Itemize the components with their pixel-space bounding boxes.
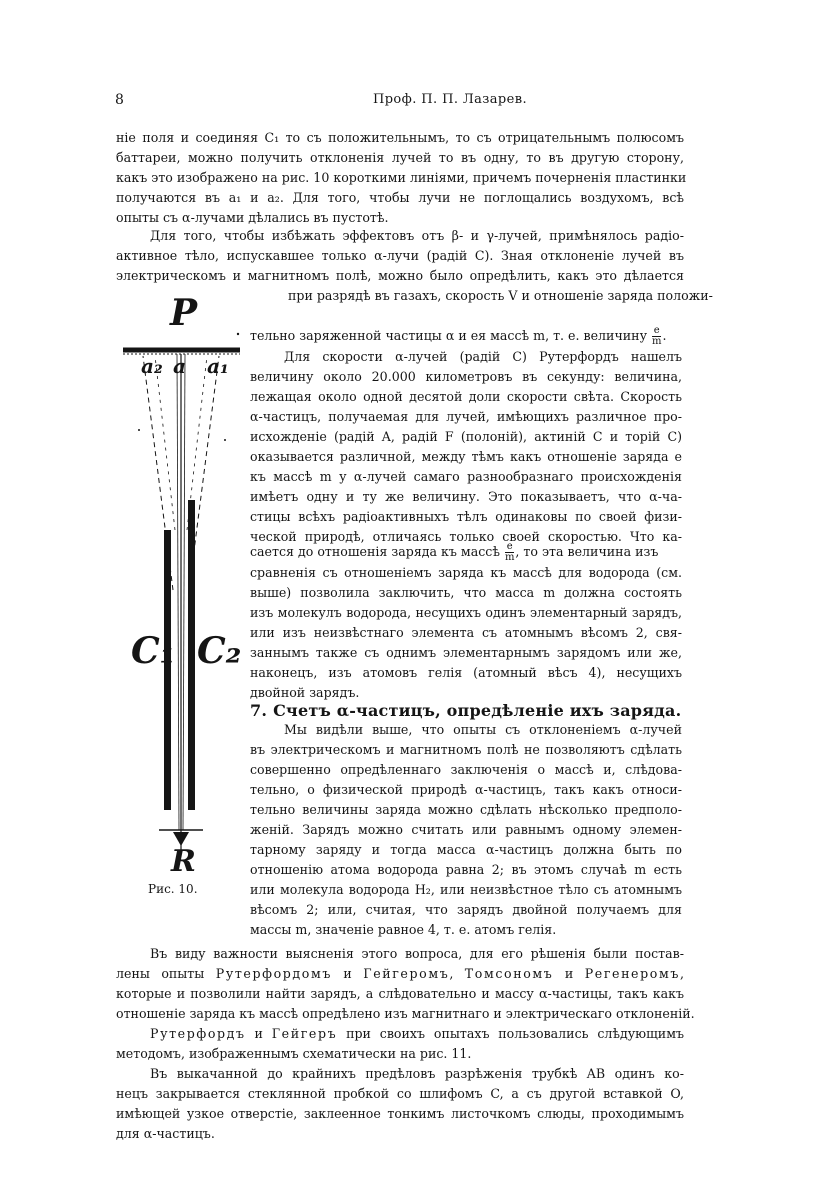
text-line: отношеніе заряда къ массѣ опредѣлено изъ магнитнаго и электрическаго отклоненій.	[116, 1006, 695, 1021]
text-line: стицы всѣхъ радіоактивныхъ тѣлъ одинаковы по своей физи-	[250, 509, 682, 524]
text-line: методомъ, изображеннымъ схематически на рис. 11.	[116, 1046, 472, 1061]
label-a1: a₁	[207, 354, 229, 378]
text-line: сравненія съ отношеніемъ заряда къ массѣ для водорода (см.	[250, 565, 682, 580]
text-line	[250, 542, 682, 563]
fraction-denominator: m	[652, 336, 662, 347]
beam-line	[183, 354, 185, 830]
deflected-beam-left	[155, 356, 175, 530]
figure-drawing	[115, 290, 250, 910]
paragraph-1	[116, 128, 687, 228]
text-run: ,	[449, 966, 465, 981]
text-line: при разрядѣ въ газахъ, скорость V и отношеніе заряда положи-	[288, 288, 713, 303]
person-name: Регенеромъ	[584, 966, 680, 981]
capacitor-plate-c2	[188, 500, 195, 810]
text-line	[116, 964, 684, 984]
text-run: и	[553, 966, 585, 981]
text-line: имѣющей узкое отверстіе, заклеенное тонкимъ листочкомъ слюды, проходимымъ	[116, 1106, 684, 1121]
text-line: получаются въ a₁ и a₂. Для того, чтобы лучи не поглощались воздухомъ, всѣ	[116, 190, 684, 205]
text-run: при своихъ опытахъ пользовались слѣдующимъ	[337, 1026, 685, 1041]
text-run: , то эта величина изъ	[515, 544, 659, 559]
text-line: исхожденіе (радій A, радій F (полоній), актиній C и торій C)	[250, 429, 682, 444]
paragraph-4	[250, 542, 682, 703]
figure-caption: Рис. 10.	[148, 882, 198, 896]
fraction-e-over-m	[652, 326, 661, 347]
scatter-dot	[237, 333, 239, 335]
text-line: активное тѣло, испускавшее только α-лучи (радій C). Зная отклоненіе лучей въ	[116, 248, 684, 263]
fraction-numerator: e	[653, 325, 660, 336]
label-r: R	[171, 844, 196, 879]
text-line: электрическомъ и магнитномъ полѣ, можно было опредѣлить, какъ это дѣлается	[116, 268, 684, 283]
text-line: тельно, о физической природѣ α-частицъ, такъ какъ относи-	[250, 782, 682, 797]
page-number: 8	[115, 92, 124, 108]
label-a2: a₂	[141, 354, 163, 378]
text-line: къ массѣ m у α-лучей самаго разнообразнаго происхожденія	[250, 469, 682, 484]
text-line: которые и позволили найти зарядъ, а слѣдовательно и массу α-частицы, такъ какъ	[116, 986, 684, 1001]
section-title: Счетъ α-частицъ, опредѣленіе ихъ заряда.	[273, 701, 682, 720]
text-run: лены опыты	[116, 966, 216, 981]
text-line: α-частицъ, получаемая для лучей, имѣющихъ различное про-	[250, 409, 682, 424]
text-line: баттареи, можно получить отклоненія лучей то въ одну, то въ другую сторону,	[116, 150, 684, 165]
text-line: отношенію атома водорода равна 2; въ этомъ случаѣ m есть	[250, 862, 682, 877]
paragraph-6	[250, 720, 682, 940]
label-c2: C₂	[197, 630, 242, 672]
text-line: Въ виду важности выясненія этого вопроса, для его рѣшенія были постав-	[150, 946, 684, 961]
text-line: Въ выкачанной до крайнихъ предѣловъ разрѣженія трубкѣ AB одинъ ко-	[150, 1066, 684, 1081]
text-line: тарному заряду и тогда масса α-частицъ должна быть по	[250, 842, 682, 857]
text-line: Мы видѣли выше, что опыты съ отклоненіемъ α-лучей	[284, 722, 682, 737]
text-line: массы m, значеніе равное 4, т. е. атомъ гелія.	[250, 922, 557, 937]
text-line: женій. Зарядъ можно считать или равнымъ одному элемен-	[250, 822, 682, 837]
figure-10	[115, 290, 250, 910]
fraction-numerator: e	[506, 541, 513, 552]
scatter-dot	[224, 439, 226, 441]
text-line: лежащая около одной десятой доли скорости свѣта. Скорость	[250, 389, 682, 404]
text-line: нецъ закрывается стеклянной пробкой со шлифомъ C, а съ другой вставкой O,	[116, 1086, 684, 1101]
label-p: P	[170, 292, 198, 334]
fraction-e-over-m	[505, 542, 514, 563]
label-c1: C₁	[131, 630, 176, 672]
text-run: тельно заряженной частицы α и ея массѣ m, т. е. величину	[250, 328, 647, 343]
text-line	[250, 326, 682, 347]
text-line: ніе поля и соединяя C₁ то съ положительнымъ, то съ отрицательнымъ полюсомъ	[116, 130, 684, 145]
section-number: 7.	[250, 701, 268, 720]
text-line: величину около 20.000 километровъ въ секунду: величина,	[250, 369, 682, 384]
label-a: a	[173, 354, 186, 378]
text-line: изъ молекулъ водорода, несущихъ одинъ элементарный зарядъ,	[250, 605, 682, 620]
text-line: оказывается различной, между тѣмъ какъ отношеніе заряда e	[250, 449, 682, 464]
text-line: вѣсомъ 2; или, считая, что зарядъ двойной получаемъ для	[250, 902, 682, 917]
text-line	[116, 1024, 684, 1044]
paragraph-8	[116, 1024, 684, 1064]
text-line: или молекула водорода H₂, или неизвѣстное тѣло съ атомнымъ	[250, 882, 682, 897]
person-name: Томсономъ	[464, 966, 554, 981]
text-line: ческой природѣ, отличаясь только своей скоростью. Что ка-	[250, 529, 682, 544]
text-line: выше) позволила заключить, что масса m должна состоять	[250, 585, 682, 600]
text-run: и	[331, 966, 364, 981]
text-line: Для того, чтобы избѣжать эффектовъ отъ β- и γ-лучей, примѣнялось радіо-	[150, 228, 684, 243]
text-line: въ электрическомъ и магнитномъ полѣ не позволяютъ сдѣлать	[250, 742, 682, 757]
text-line	[250, 347, 682, 367]
text-line: заннымъ также съ однимъ элементарнымъ зарядомъ или же,	[250, 645, 682, 660]
fraction-denominator: m	[504, 552, 515, 563]
running-title: Проф. П. П. Лазарев.	[372, 92, 528, 107]
text-run: и	[245, 1026, 272, 1041]
person-name: Гейгеръ	[271, 1026, 338, 1041]
paragraph-3	[250, 326, 682, 547]
paragraph-9	[116, 1064, 684, 1144]
text-line: для α-частицъ.	[116, 1126, 215, 1141]
text-line: или изъ неизвѣстнаго элемента съ атомнымъ вѣсомъ 2, свя-	[250, 625, 682, 640]
text-line: имѣетъ одну и ту же величину. Это показываетъ, что α-ча-	[250, 489, 682, 504]
text-run: Для скорости α-лучей (радій C) Рутерфордъ нашелъ	[284, 349, 682, 364]
text-line: опыты съ α-лучами дѣлались въ пустотѣ.	[116, 210, 389, 225]
person-name: Гейгеромъ	[363, 966, 450, 981]
paragraph-7	[116, 944, 695, 1024]
scatter-dot	[138, 429, 140, 431]
text-line: совершенно опредѣленнаго заключенія о массѣ и, слѣдова-	[250, 762, 682, 777]
text-run: сается до отношенія заряда къ массѣ	[250, 544, 500, 559]
person-name: Рутерфордъ	[150, 1026, 246, 1041]
text-line: тельно величины заряда можно сдѣлать нѣсколько предполо-	[250, 802, 682, 817]
text-run: .	[662, 328, 667, 343]
person-name: Рутерфордомъ	[215, 966, 332, 981]
text-line: наконецъ, изъ атомовъ гелія (атомный вѣсъ 4), несущихъ	[250, 665, 682, 680]
running-header	[0, 92, 840, 112]
text-line: какъ это изображено на рис. 10 короткими линіями, причемъ почерненія пластинки	[116, 170, 687, 185]
text-line: двойной зарядъ.	[250, 685, 360, 700]
section-heading	[250, 700, 682, 722]
beam-line	[177, 354, 179, 830]
text-run: ,	[679, 966, 684, 981]
